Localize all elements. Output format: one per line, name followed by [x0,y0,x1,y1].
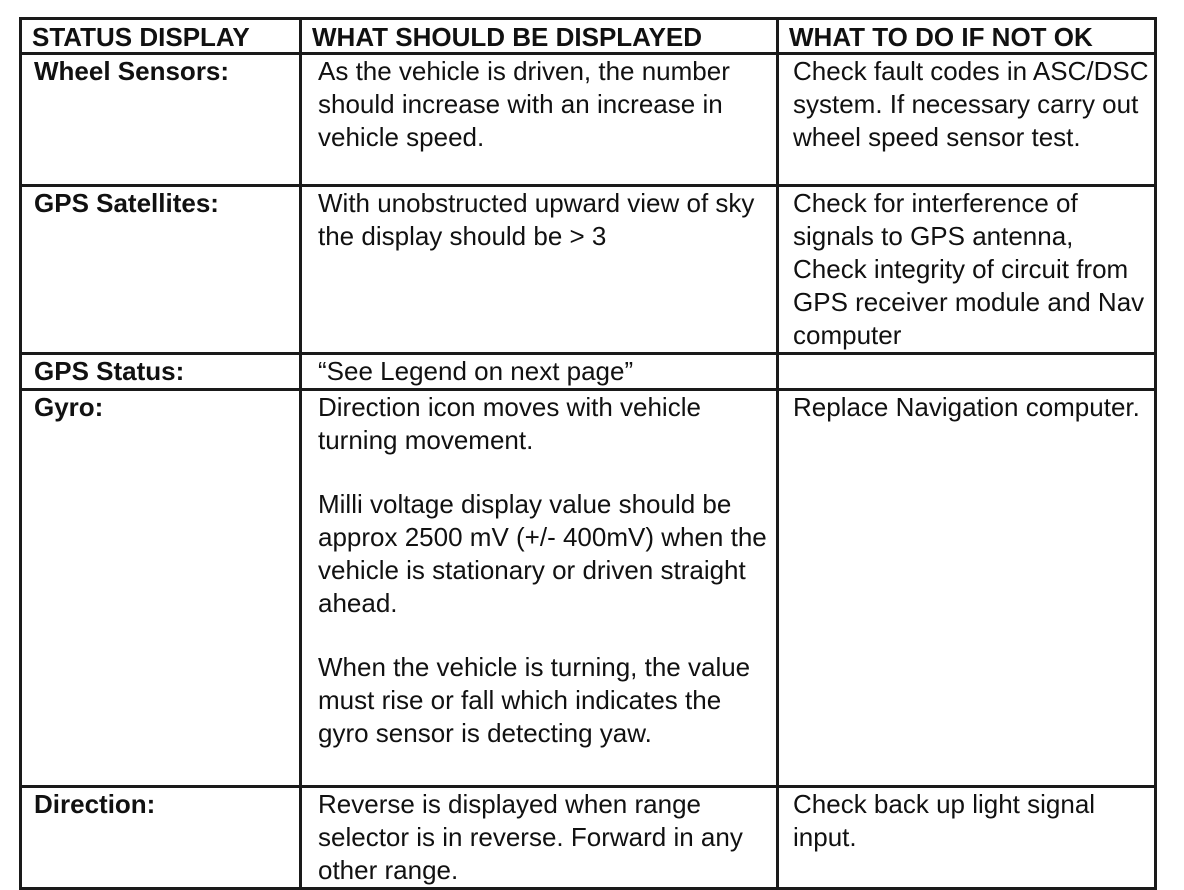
status-label: GPS Status: [21,354,301,390]
action-text: Replace Navigation computer. [793,392,1140,422]
displayed-cell [301,787,778,889]
header-what-to-do-if-not-ok: WHAT TO DO IF NOT OK [778,19,1156,54]
displayed-text: As the vehicle is driven, the number should increase with an increase in vehicle speed. [318,56,730,152]
action-cell [778,787,1156,889]
action-text: Check fault codes in ASC/DSC system. If necessary carry out wheel speed sensor test. [793,56,1149,152]
status-label: Gyro: [21,390,301,787]
displayed-text: Milli voltage display value should be approx 2500 mV (+/- 400mV) when the vehicle is stationary or driven straight ahead. [318,489,767,618]
status-label: Wheel Sensors: [21,54,301,186]
action-cell [778,390,1156,787]
displayed-cell [301,390,778,787]
table-row-gyro [21,390,1156,787]
displayed-text: With unobstructed upward view of sky the display should be > 3 [318,188,755,251]
displayed-text: “See Legend on next page” [318,356,634,386]
action-text: Check back up light signal input. [793,789,1096,852]
action-text: Check for interference of signals to GPS antenna, Check integrity of circuit from GPS receiver module and Nav computer [793,188,1145,350]
table-header-row [21,19,1156,54]
header-status-display: STATUS DISPLAY [21,19,301,54]
table-row-wheel-sensors [21,54,1156,186]
table-row-direction [21,787,1156,889]
action-cell [778,54,1156,186]
header-what-should-be-displayed: WHAT SHOULD BE DISPLAYED [301,19,778,54]
action-cell [778,354,1156,390]
status-label: Direction: [21,787,301,889]
displayed-cell [301,354,778,390]
displayed-text: Direction icon moves with vehicle turning movement. [318,392,701,455]
displayed-cell [301,186,778,354]
table-row-gps-satellites [21,186,1156,354]
table-row-gps-status [21,354,1156,390]
action-cell [778,186,1156,354]
displayed-text: Reverse is displayed when range selector is in reverse. Forward in any other range. [318,789,743,885]
displayed-text: When the vehicle is turning, the value must rise or fall which indicates the gyro sensor is detecting yaw. [318,652,751,748]
status-display-table [19,17,1157,890]
status-label: GPS Satellites: [21,186,301,354]
displayed-cell [301,54,778,186]
